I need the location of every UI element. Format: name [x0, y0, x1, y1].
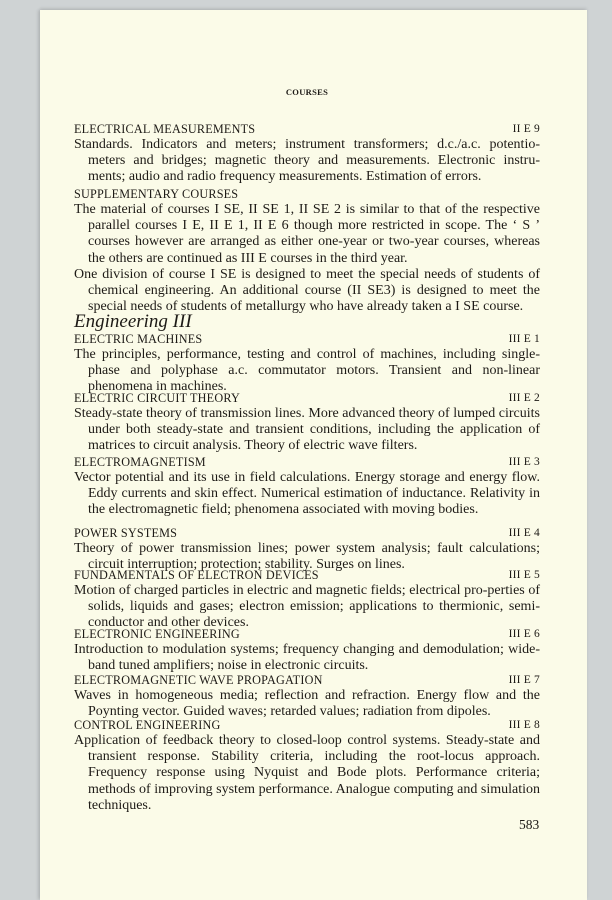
- course-entry: [74, 391, 540, 455]
- course-title: FUNDAMENTALS OF ELECTRON DEVICES: [74, 568, 319, 582]
- course-entry: [74, 455, 540, 519]
- course-heading: [74, 673, 540, 688]
- course-entry: [74, 568, 540, 632]
- course-description: Motion of charged particles in electric and magnetic fields; electrical pro-perties of solids, liquids and gases; electron emission; applications to thermionic, semi-conductor and other devices.: [74, 583, 540, 631]
- course-code: III E 1: [508, 333, 540, 345]
- course-heading: [74, 391, 540, 406]
- course-description: Application of feedback theory to closed-loop control systems. Steady-state and transient response. Stability criteria, including the root-locus approach. Frequency response using Nyquist and Bode plots. Performance criteria; methods of improving system performance. Analogue computing and simulation techniques.: [74, 733, 540, 813]
- supplementary-paragraph: The material of courses I SE, II SE 1, II SE 2 is similar to that of the respective parallel courses I E, II E 1, II E 6 though more restricted in scope. The ‘ S ’ courses however are arranged as either one-year or two-year courses, whereas the others are continued as III E courses in the third year.: [74, 202, 540, 266]
- course-entry: [74, 122, 540, 186]
- course-description: Vector potential and its use in field calculations. Energy storage and energy flow. Eddy currents and skin effect. Numerical estimation of inductance. Relativity in the electromagnetic field; phenomena associated with moving bodies.: [74, 470, 540, 518]
- course-code: III E 6: [508, 628, 540, 640]
- supplementary-title: SUPPLEMENTARY COURSES: [74, 187, 239, 201]
- course-code: II E 9: [512, 123, 540, 135]
- course-code: III E 7: [508, 674, 540, 686]
- course-title: ELECTRIC CIRCUIT THEORY: [74, 391, 240, 405]
- course-code: III E 8: [508, 719, 540, 731]
- course-heading: [74, 718, 540, 733]
- course-heading: [74, 455, 540, 470]
- supplementary-heading: [74, 187, 540, 202]
- book-page: [40, 10, 587, 900]
- supplementary-section: [74, 187, 540, 315]
- course-code: III E 3: [508, 456, 540, 468]
- course-description: Steady-state theory of transmission lines. More advanced theory of lumped circuits under both steady-state and transient conditions, including the application of matrices to circuit analysis. Theory of electric wave filters.: [74, 406, 540, 454]
- supplementary-paragraph: One division of course I SE is designed to meet the special needs of students of chemical engineering. An additional course (II SE3) is designed to meet the special needs of students of metallurgy who have already taken a I SE course.: [74, 266, 540, 315]
- course-heading: [74, 568, 540, 583]
- course-code: III E 5: [508, 569, 540, 581]
- course-title: ELECTROMAGNETISM: [74, 455, 206, 469]
- course-title: ELECTRIC MACHINES: [74, 332, 203, 346]
- course-entry: [74, 526, 540, 573]
- course-title: CONTROL ENGINEERING: [74, 718, 221, 732]
- course-heading: [74, 526, 540, 541]
- course-description: The principles, performance, testing and control of machines, including single-phase and polyphase a.c. commutator motors. Transient and non-linear phenomena in machines.: [74, 347, 540, 395]
- course-description: Waves in homogeneous media; reflection and refraction. Energy flow and the Poynting vector. Guided waves; retarded values; radiation from dipoles.: [74, 688, 540, 720]
- course-entry: [74, 718, 540, 814]
- course-title: ELECTRONIC ENGINEERING: [74, 627, 240, 641]
- running-head: COURSES: [285, 87, 329, 97]
- course-heading: [74, 122, 540, 137]
- course-description: Theory of power transmission lines; power system analysis; fault calculations; circuit interruption; protection; stability. Surges on lines.: [74, 541, 540, 573]
- section-title: Engineering III: [74, 311, 192, 332]
- course-entry: [74, 673, 540, 720]
- course-code: III E 4: [508, 527, 540, 539]
- course-heading: [74, 332, 540, 347]
- course-title: ELECTROMAGNETIC WAVE PROPAGATION: [74, 673, 323, 687]
- course-code: III E 2: [508, 392, 540, 404]
- course-description: Introduction to modulation systems; frequency changing and demodulation; wide-band tuned amplifiers; noise in electronic circuits.: [74, 642, 540, 674]
- course-title: ELECTRICAL MEASUREMENTS: [74, 122, 256, 136]
- course-entry: [74, 627, 540, 674]
- course-entry: [74, 332, 540, 396]
- course-heading: [74, 627, 540, 642]
- course-title: POWER SYSTEMS: [74, 526, 178, 540]
- course-description: Standards. Indicators and meters; instrument transformers; d.c./a.c. potentio-meters and bridges; magnetic theory and measurements. Electronic instru-ments; audio and radio frequency measurements. Estimation of errors.: [74, 137, 540, 185]
- page-number: 583: [519, 817, 540, 832]
